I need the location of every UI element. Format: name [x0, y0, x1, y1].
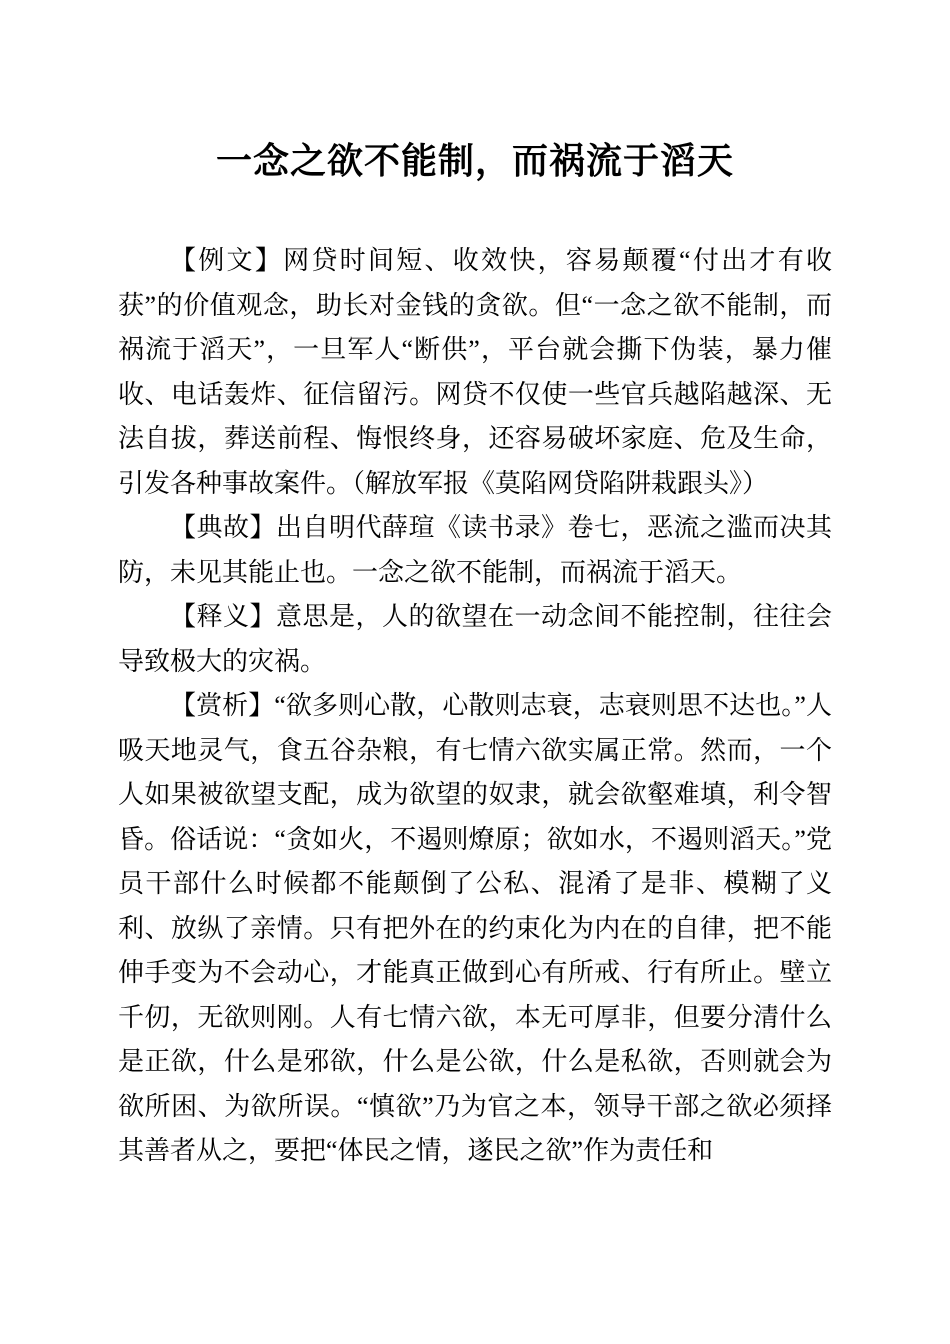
document-content — [118, 0, 832, 1174]
section-liwen-label: 【例文】 — [170, 246, 284, 275]
section-shiyi-text: 意思是，人的欲望在一动念间不能控制，往往会导致极大的灾祸。 — [118, 602, 832, 676]
section-diangu-label: 【典故】 — [170, 513, 276, 542]
section-diangu — [118, 506, 832, 595]
section-shiyi — [118, 595, 832, 684]
section-shangxi-text: “欲多则心散，心散则志衰，志衰则思不达也。”人吸天地灵气，食五谷杂粮，有七情六欲实属正常。然而，一个人如果被欲望支配，成为欲望的奴隶，就会欲壑难填，利令智昏。俗话说：“贪如火，不遏则燎原；欲如水，不遏则滔天。”党员干部什么时候都不能颠倒了公私、混淆了是非、模糊了义利、放纵了亲情。只有把外在的约束化为内在的自律，把不能伸手变为不会动心，才能真正做到心有所戒、行有所止。壁立千仞，无欲则刚。人有七情六欲，本无可厚非，但要分清什么是正欲，什么是邪欲，什么是公欲，什么是私欲，否则就会为欲所困、为欲所误。“慎欲”乃为官之本，领导干部之欲必须择其善者从之，要把“体民之情，遂民之欲”作为责任和 — [118, 691, 832, 1165]
section-shangxi-label: 【赏析】 — [170, 691, 275, 720]
page-title: 一念之欲不能制，而祸流于滔天 — [215, 141, 734, 181]
document-body — [118, 239, 832, 1174]
section-shiyi-label: 【释义】 — [170, 602, 276, 631]
section-liwen-text: 网贷时间短、收效快，容易颠覆“付出才有收获”的价值观念，助长对金钱的贪欲。但“一念之欲不能制，而祸流于滔天”，一旦军人“断供”，平台就会撕下伪装，暴力催收、电话轰炸、征信留污。网贷不仅使一些官兵越陷越深、无法自拔，葬送前程、悔恨终身，还容易破坏家庭、危及生命，引发各种事故案件。（解放军报《莫陷网贷陷阱栽跟头》） — [118, 246, 832, 498]
section-diangu-text: 出自明代薛瑄《读书录》卷七，恶流之滥而决其防，未见其能止也。一念之欲不能制，而祸流于滔天。 — [118, 513, 832, 587]
section-liwen — [118, 239, 832, 506]
section-shangxi — [118, 684, 832, 1174]
